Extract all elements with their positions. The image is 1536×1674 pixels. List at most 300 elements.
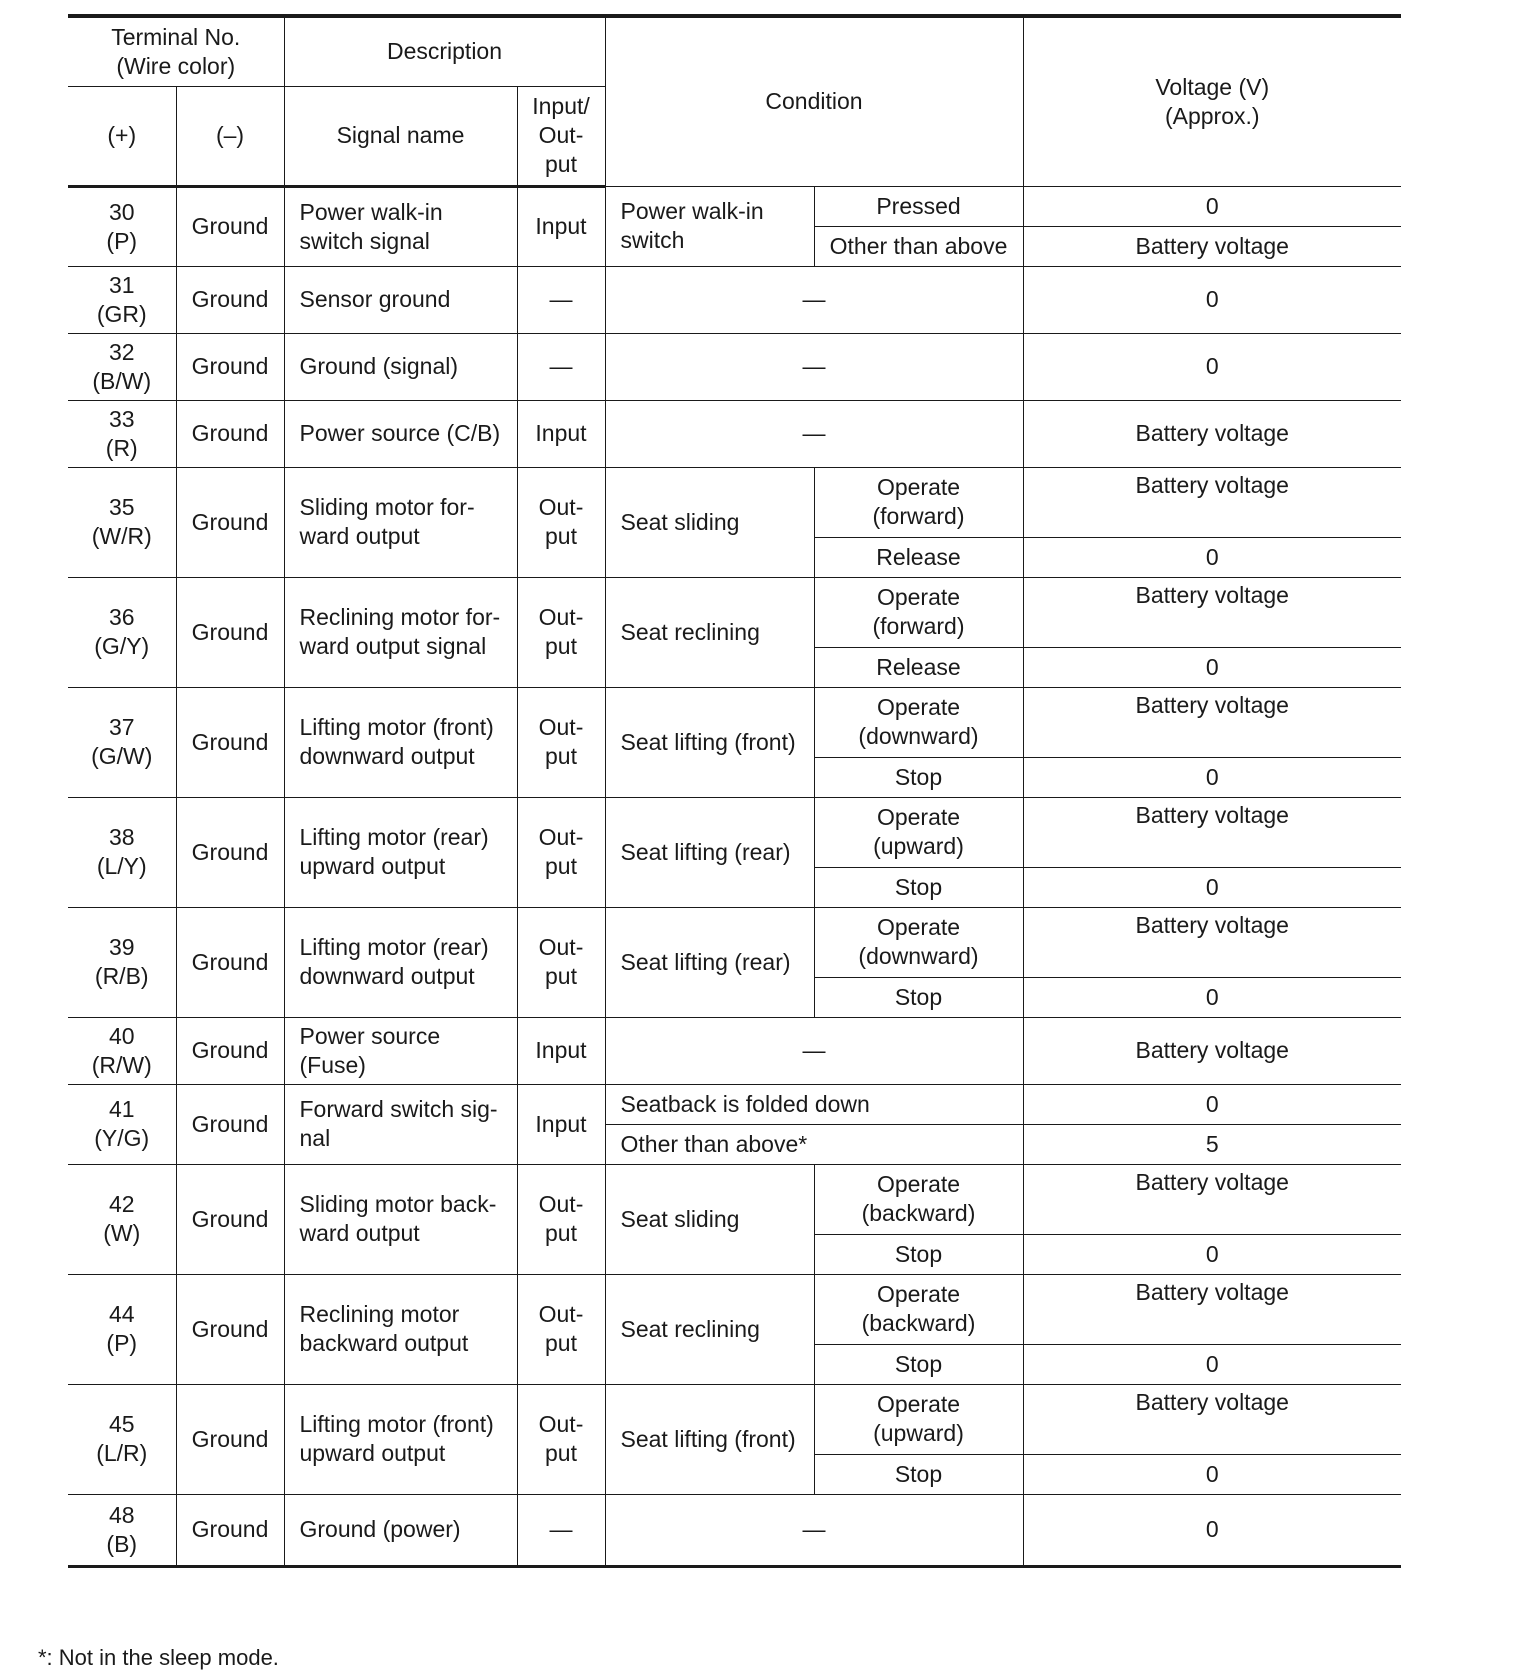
condition-state-text: Release <box>876 653 961 680</box>
table-row <box>68 797 1401 867</box>
condition <box>605 687 814 797</box>
signal-name-text: upward output <box>299 853 446 879</box>
terminal-table <box>68 14 1401 1568</box>
negative-terminal <box>176 797 284 907</box>
condition-text: Seat lifting (rear) <box>620 838 791 865</box>
signal-name <box>284 1384 517 1494</box>
input-output-text: Input <box>535 1110 587 1137</box>
table-row <box>68 467 1401 537</box>
voltage <box>1023 977 1401 1017</box>
voltage-text: 0 <box>1205 1516 1219 1542</box>
terminal-no-text: 30 <box>108 198 135 225</box>
condition-text: Seatback is folded down <box>620 1090 870 1117</box>
voltage-text: 0 <box>1205 983 1219 1010</box>
negative-terminal <box>176 333 284 400</box>
header-input-output <box>517 86 605 186</box>
condition-state <box>814 1454 1023 1494</box>
condition-state <box>814 647 1023 687</box>
voltage-text: Battery voltage <box>1135 691 1289 718</box>
terminal-no-text: (L/Y) <box>96 853 147 879</box>
table-row <box>68 266 1401 333</box>
header-terminal <box>68 16 284 86</box>
signal-name-text: Sliding motor back- <box>299 1191 497 1217</box>
condition-text: Seat reclining <box>620 618 760 645</box>
negative-terminal-text: Ground <box>191 1516 269 1542</box>
terminal-no-text: 41 <box>108 1096 135 1122</box>
signal-name <box>284 333 517 400</box>
condition-text: Seat sliding <box>620 1205 740 1232</box>
signal-name <box>284 186 517 266</box>
voltage <box>1023 1234 1401 1274</box>
negative-terminal-text: Ground <box>191 1037 269 1063</box>
terminal-no <box>68 577 176 687</box>
condition-text: Power walk-in <box>620 198 764 224</box>
signal-name-text: upward output <box>299 1440 446 1466</box>
negative-terminal-text: Ground <box>191 213 269 239</box>
condition-state <box>814 1384 1023 1454</box>
terminal-no-text: 40 <box>108 1022 135 1049</box>
table-row <box>68 1017 1401 1084</box>
condition-state-text: Operate <box>876 1391 961 1417</box>
voltage-text: 0 <box>1205 1460 1219 1487</box>
negative-terminal <box>176 467 284 577</box>
terminal-no-text: (P) <box>106 227 138 254</box>
condition-text: switch <box>620 227 685 253</box>
condition-state-text: Operate <box>876 1171 961 1197</box>
signal-name-text: ward output signal <box>299 633 487 659</box>
condition-state-text: Stop <box>894 873 943 900</box>
signal-name <box>284 907 517 1017</box>
voltage <box>1023 867 1401 907</box>
header-input-output-text: Input/ <box>532 93 590 119</box>
condition-state-text: Other than above <box>829 232 1008 259</box>
condition-text: — <box>802 420 826 446</box>
terminal-no-text: (W) <box>103 1220 141 1246</box>
voltage-text: Battery voltage <box>1135 801 1289 828</box>
input-output-text: put <box>545 633 577 659</box>
voltage-text: 0 <box>1205 1240 1219 1267</box>
terminal-no-text: 36 <box>108 604 135 630</box>
condition <box>605 266 1023 333</box>
signal-name-text: Lifting motor (rear) <box>299 824 489 850</box>
condition-state-text: Operate <box>876 1281 961 1307</box>
condition-state <box>814 757 1023 797</box>
condition-state-text: Operate <box>876 694 961 720</box>
condition <box>605 186 814 266</box>
condition-state-text: (upward) <box>873 1420 964 1446</box>
terminal-no <box>68 1384 176 1494</box>
terminal-no-text: (B) <box>106 1530 138 1557</box>
terminal-no-text: 33 <box>108 405 135 432</box>
voltage-text: Battery voltage <box>1135 1037 1289 1063</box>
table-row <box>68 1274 1401 1344</box>
condition-state-text: (forward) <box>872 613 965 639</box>
condition-state-text: Stop <box>894 1460 943 1487</box>
voltage <box>1023 797 1401 867</box>
condition-state <box>814 687 1023 757</box>
voltage <box>1023 907 1401 977</box>
voltage <box>1023 757 1401 797</box>
signal-name-text: Reclining motor for- <box>299 604 501 630</box>
voltage <box>1023 1017 1401 1084</box>
input-output-text: put <box>545 743 577 769</box>
terminal-no-text: (W/R) <box>91 523 152 549</box>
negative-terminal-text: Ground <box>191 1205 269 1232</box>
input-output-text: Out- <box>538 934 584 960</box>
input-output-text: Input <box>535 420 587 446</box>
table-row <box>68 1494 1401 1566</box>
signal-name <box>284 467 517 577</box>
header-description <box>284 16 605 86</box>
input-output-text: put <box>545 963 577 989</box>
voltage <box>1023 400 1401 467</box>
condition <box>605 467 814 577</box>
condition-text: Seat reclining <box>620 1315 760 1342</box>
input-output-text: put <box>545 523 577 549</box>
negative-terminal <box>176 400 284 467</box>
header-condition-text: Condition <box>765 88 863 115</box>
terminal-no-text: (G/Y) <box>94 633 150 659</box>
input-output <box>517 687 605 797</box>
signal-name-text: ward output <box>299 523 420 549</box>
header-terminal-text: (Wire color) <box>116 52 236 79</box>
signal-name <box>284 266 517 333</box>
condition-text: Other than above* <box>620 1130 808 1157</box>
negative-terminal <box>176 266 284 333</box>
input-output <box>517 467 605 577</box>
negative-terminal-text: Ground <box>191 353 269 379</box>
condition-text: — <box>802 1037 826 1063</box>
condition-text: Seat sliding <box>620 508 740 535</box>
voltage <box>1023 687 1401 757</box>
table-row <box>68 907 1401 977</box>
footnote: *: Not in the sleep mode. <box>38 1645 279 1670</box>
input-output-text: — <box>549 1516 573 1542</box>
voltage-text: 5 <box>1205 1130 1219 1157</box>
negative-terminal-text: Ground <box>191 618 269 645</box>
input-output-text: put <box>545 853 577 879</box>
table-row <box>68 577 1401 647</box>
table-row <box>68 1084 1401 1124</box>
negative-terminal-text: Ground <box>191 420 269 446</box>
negative-terminal <box>176 907 284 1017</box>
signal-name-text: Power source <box>299 1022 441 1049</box>
signal-name-text: downward output <box>299 963 475 989</box>
input-output-text: Out- <box>538 1301 584 1327</box>
condition <box>605 1274 814 1384</box>
signal-name-text: downward output <box>299 743 475 769</box>
terminal-no <box>68 797 176 907</box>
input-output-text: put <box>545 1220 577 1246</box>
condition-state <box>814 977 1023 1017</box>
signal-name-text: Reclining motor <box>299 1301 460 1327</box>
terminal-no-text: 44 <box>108 1301 135 1327</box>
condition-state <box>814 537 1023 577</box>
input-output-text: Input <box>535 213 587 239</box>
input-output <box>517 1017 605 1084</box>
voltage <box>1023 577 1401 647</box>
signal-name-text: Forward switch sig- <box>299 1096 498 1122</box>
voltage-text: Battery voltage <box>1135 1168 1289 1195</box>
signal-name <box>284 1017 517 1084</box>
signal-name-text: Lifting motor (rear) <box>299 934 489 960</box>
voltage <box>1023 1344 1401 1384</box>
terminal-no-text: (R/W) <box>91 1051 152 1078</box>
negative-terminal-text: Ground <box>191 948 269 975</box>
condition-state-text: Pressed <box>876 192 961 219</box>
voltage-text: Battery voltage <box>1135 232 1289 259</box>
negative-terminal-text: Ground <box>191 728 269 755</box>
signal-name-text: Sliding motor for- <box>299 494 475 520</box>
table-row <box>68 1384 1401 1454</box>
condition-text: — <box>802 286 826 312</box>
input-output-text: Input <box>535 1037 587 1063</box>
condition-text: — <box>802 1516 826 1542</box>
condition <box>605 333 1023 400</box>
terminal-no <box>68 467 176 577</box>
header-minus-text: (–) <box>215 122 245 148</box>
signal-name-text: Ground (power) <box>299 1516 461 1542</box>
condition-state-text: Release <box>876 543 961 570</box>
negative-terminal-text: Ground <box>191 286 269 312</box>
input-output <box>517 907 605 1017</box>
voltage <box>1023 537 1401 577</box>
condition-state <box>814 1164 1023 1234</box>
voltage-text: 0 <box>1205 653 1219 680</box>
terminal-no-text: 37 <box>108 714 135 740</box>
signal-name-text: backward output <box>299 1330 469 1356</box>
voltage-text: 0 <box>1205 763 1219 790</box>
condition-text: Seat lifting (rear) <box>620 948 791 975</box>
voltage <box>1023 1494 1401 1566</box>
terminal-no-text: 32 <box>108 338 135 365</box>
negative-terminal <box>176 1164 284 1274</box>
signal-name <box>284 1164 517 1274</box>
signal-name <box>284 577 517 687</box>
negative-terminal <box>176 577 284 687</box>
input-output-text: Out- <box>538 604 584 630</box>
terminal-no-text: 48 <box>108 1501 135 1528</box>
signal-name-text: Power walk-in <box>299 198 443 225</box>
terminal-no <box>68 687 176 797</box>
condition-state <box>814 1234 1023 1274</box>
input-output <box>517 400 605 467</box>
input-output <box>517 266 605 333</box>
terminal-no <box>68 907 176 1017</box>
condition-state <box>814 226 1023 266</box>
voltage-text: Battery voltage <box>1135 1388 1289 1415</box>
voltage <box>1023 1084 1401 1124</box>
input-output <box>517 797 605 907</box>
terminal-no <box>68 1084 176 1164</box>
terminal-no-text: (R/B) <box>94 963 149 989</box>
voltage-text: Battery voltage <box>1135 581 1289 608</box>
negative-terminal-text: Ground <box>191 838 269 865</box>
terminal-no <box>68 1494 176 1566</box>
voltage <box>1023 647 1401 687</box>
header-input-output-text: Out- <box>538 122 584 148</box>
condition-state-text: (upward) <box>873 833 964 859</box>
condition <box>605 1384 814 1494</box>
condition <box>605 1017 1023 1084</box>
header-plus-text: (+) <box>107 122 137 148</box>
voltage-text: 0 <box>1205 192 1219 219</box>
condition-state-text: (forward) <box>872 503 965 529</box>
input-output-text: — <box>549 286 573 312</box>
signal-name <box>284 797 517 907</box>
terminal-no-text: (P) <box>106 1330 138 1356</box>
negative-terminal <box>176 186 284 266</box>
input-output <box>517 1084 605 1164</box>
condition-text: — <box>802 353 826 379</box>
terminal-no <box>68 333 176 400</box>
table-row <box>68 400 1401 467</box>
input-output-text: Out- <box>538 494 584 520</box>
condition-state-text: (backward) <box>861 1200 976 1226</box>
voltage-text: 0 <box>1205 286 1219 312</box>
voltage-text: 0 <box>1205 353 1219 379</box>
terminal-no <box>68 1164 176 1274</box>
voltage-text: Battery voltage <box>1135 420 1289 446</box>
condition-state-text: Operate <box>876 474 961 500</box>
header-plus <box>68 86 176 186</box>
header-description-text: Description <box>386 38 503 65</box>
input-output-text: Out- <box>538 1191 584 1217</box>
voltage-text: 0 <box>1205 1090 1219 1117</box>
table-row <box>68 186 1401 226</box>
voltage <box>1023 1384 1401 1454</box>
condition-state <box>814 186 1023 226</box>
signal-name <box>284 400 517 467</box>
condition-state-text: (downward) <box>858 943 979 969</box>
negative-terminal-text: Ground <box>191 508 269 535</box>
condition-text: Seat lifting (front) <box>620 728 796 755</box>
input-output-text: Out- <box>538 824 584 850</box>
header-minus <box>176 86 284 186</box>
voltage <box>1023 1274 1401 1344</box>
terminal-no-text: 38 <box>108 824 135 850</box>
condition-state <box>814 467 1023 537</box>
negative-terminal <box>176 1494 284 1566</box>
input-output-text: put <box>545 1330 577 1356</box>
terminal-no <box>68 1017 176 1084</box>
signal-name-text: Lifting motor (front) <box>299 1411 494 1437</box>
table-row <box>68 16 1401 86</box>
terminal-no-text: 39 <box>108 934 135 960</box>
header-terminal-text: Terminal No. <box>111 23 241 50</box>
condition-state <box>814 867 1023 907</box>
terminal-no-text: (GR) <box>96 300 147 327</box>
terminal-no-text: (G/W) <box>91 743 153 769</box>
condition-state <box>814 1274 1023 1344</box>
terminal-no <box>68 400 176 467</box>
input-output <box>517 1384 605 1494</box>
terminal-no-text: (R) <box>105 434 138 461</box>
negative-terminal <box>176 1384 284 1494</box>
condition <box>605 1494 1023 1566</box>
voltage-text: Battery voltage <box>1135 911 1289 938</box>
signal-name <box>284 1494 517 1566</box>
voltage-text: Battery voltage <box>1135 1278 1289 1305</box>
signal-name-text: Lifting motor (front) <box>299 714 494 740</box>
header-signal-name-text: Signal name <box>336 122 465 148</box>
header-input-output-text: put <box>545 151 577 177</box>
input-output-text: Out- <box>538 714 584 740</box>
header-condition <box>605 16 1023 186</box>
condition-state-text: Operate <box>876 584 961 610</box>
negative-terminal <box>176 1084 284 1164</box>
condition-state-text: Stop <box>894 1350 943 1377</box>
condition <box>605 1164 814 1274</box>
condition <box>605 400 1023 467</box>
negative-terminal-text: Ground <box>191 1110 269 1137</box>
input-output <box>517 333 605 400</box>
input-output <box>517 1164 605 1274</box>
negative-terminal-text: Ground <box>191 1315 269 1342</box>
signal-name-text: nal <box>299 1125 331 1151</box>
voltage <box>1023 1124 1401 1164</box>
voltage <box>1023 333 1401 400</box>
voltage-text: Battery voltage <box>1135 471 1289 498</box>
table-row <box>68 687 1401 757</box>
signal-name-text: switch signal <box>299 227 430 254</box>
terminal-no <box>68 186 176 266</box>
terminal-no-text: 42 <box>108 1191 135 1217</box>
voltage-text: 0 <box>1205 1350 1219 1377</box>
header-voltage <box>1023 16 1401 186</box>
input-output <box>517 577 605 687</box>
voltage <box>1023 226 1401 266</box>
condition-state <box>814 907 1023 977</box>
negative-terminal <box>176 1274 284 1384</box>
signal-name <box>284 687 517 797</box>
condition <box>605 907 814 1017</box>
header-voltage-text: (Approx.) <box>1164 102 1260 129</box>
condition-state-text: Operate <box>876 914 961 940</box>
signal-name-text: Ground (signal) <box>299 353 459 379</box>
condition <box>605 577 814 687</box>
terminal-no-text: 35 <box>108 494 135 520</box>
input-output-text: Out- <box>538 1411 584 1437</box>
signal-name-text: Power source (C/B) <box>299 420 501 446</box>
terminal-no-text: (Y/G) <box>94 1125 150 1151</box>
terminal-no-text: 31 <box>108 271 135 298</box>
condition-state-text: Stop <box>894 983 943 1010</box>
header-signal-name <box>284 86 517 186</box>
signal-name-text: ward output <box>299 1220 420 1246</box>
condition-state <box>814 1344 1023 1384</box>
voltage-text: 0 <box>1205 543 1219 570</box>
signal-name <box>284 1274 517 1384</box>
input-output <box>517 1274 605 1384</box>
condition-state <box>814 797 1023 867</box>
terminal-no-text: 45 <box>108 1411 135 1437</box>
signal-name-text: Sensor ground <box>299 286 451 312</box>
input-output-text: put <box>545 1440 577 1466</box>
voltage-text: 0 <box>1205 873 1219 900</box>
terminal-no-text: (L/R) <box>96 1440 148 1466</box>
condition-state-text: (backward) <box>861 1310 976 1336</box>
condition-state-text: Stop <box>894 763 943 790</box>
terminal-no-text: (B/W) <box>92 367 152 394</box>
signal-name <box>284 1084 517 1164</box>
condition-state <box>814 577 1023 647</box>
terminal-no <box>68 266 176 333</box>
voltage <box>1023 1454 1401 1494</box>
negative-terminal <box>176 1017 284 1084</box>
table-row <box>68 1164 1401 1234</box>
negative-terminal <box>176 687 284 797</box>
